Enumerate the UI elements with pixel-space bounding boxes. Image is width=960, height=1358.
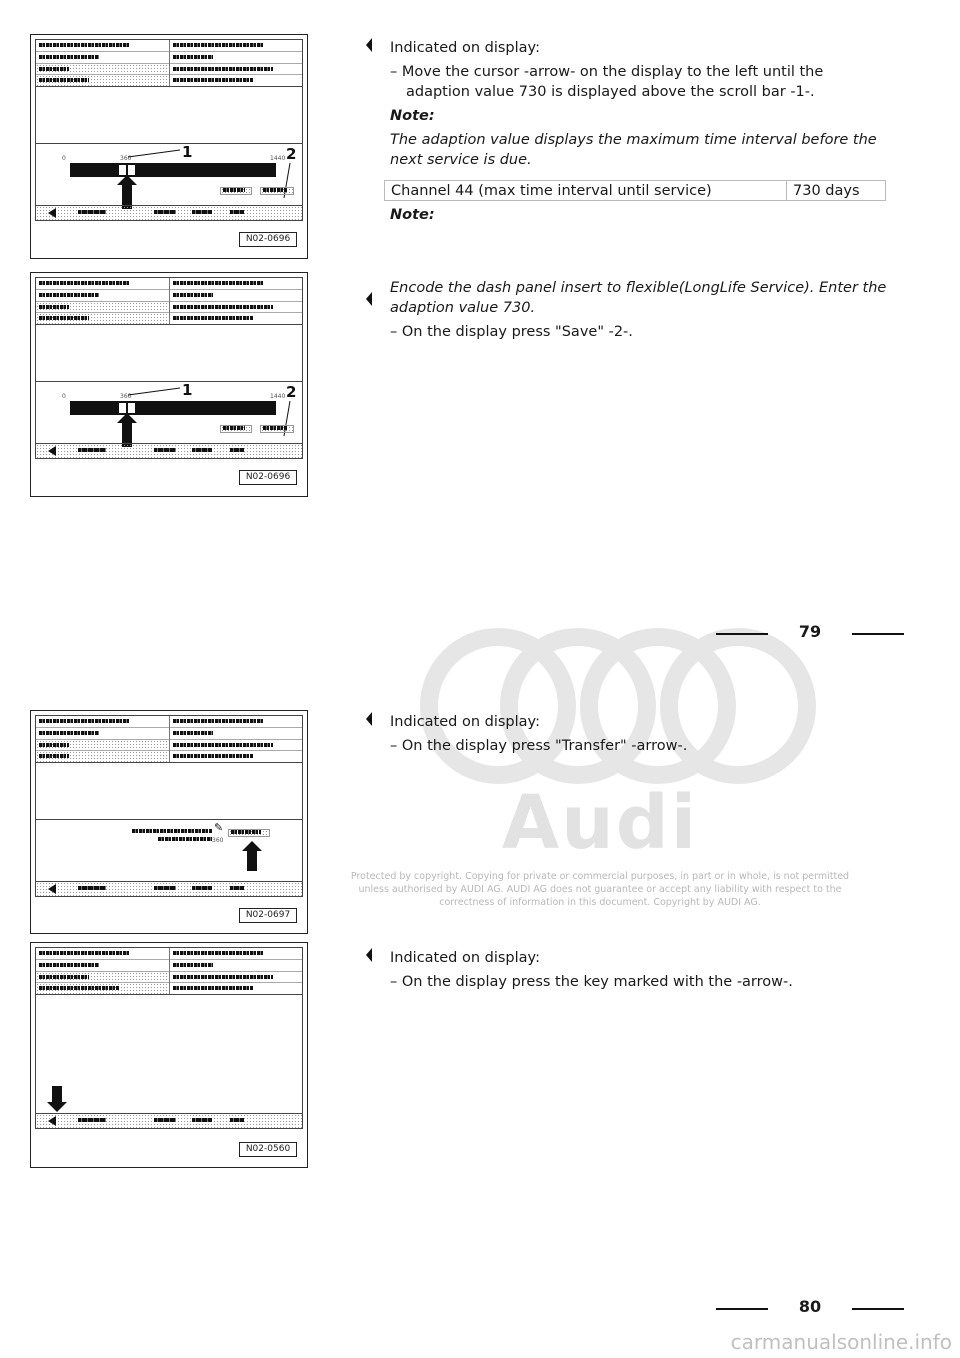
soft-key[interactable] — [154, 886, 176, 890]
up-arrow-icon — [247, 851, 257, 871]
display-header — [35, 715, 303, 763]
intro-text: Indicated on display: — [390, 950, 540, 966]
figure-transfer — [30, 710, 308, 934]
scale-cursor-label: 360 — [120, 393, 132, 400]
scale-min-label: 0 — [62, 393, 66, 400]
soft-key[interactable] — [192, 448, 212, 452]
pencil-icon: ✎ — [214, 821, 224, 834]
table-row — [385, 181, 886, 201]
display-info-area — [35, 993, 303, 1114]
page-number: 80 — [798, 1297, 822, 1316]
value-label — [132, 829, 212, 833]
soft-key[interactable] — [154, 448, 176, 452]
reference-arrow-icon — [366, 292, 372, 306]
soft-key-row — [35, 1113, 303, 1129]
reference-arrow-icon — [366, 38, 372, 52]
left-arrow-icon[interactable] — [48, 446, 56, 456]
reference-arrow-icon — [366, 712, 372, 726]
soft-key[interactable] — [192, 210, 212, 214]
save-key[interactable] — [260, 425, 294, 433]
page-number-rule — [716, 633, 768, 635]
display-header — [35, 277, 303, 325]
save-key[interactable] — [260, 187, 294, 195]
soft-key[interactable] — [230, 448, 244, 452]
intro-text: Indicated on display: — [390, 714, 540, 730]
soft-key[interactable] — [230, 1118, 244, 1122]
reference-arrow-icon — [366, 948, 372, 962]
display-value-area — [35, 819, 303, 882]
soft-key[interactable] — [78, 1118, 106, 1122]
step-text: – On the display press the key marked with the -arrow-. — [390, 974, 793, 990]
audi-watermark — [350, 620, 850, 920]
display-info-area — [35, 85, 303, 144]
figure-adaption-slider-2 — [30, 272, 308, 497]
callout-2: 2 — [286, 145, 297, 163]
soft-key[interactable] — [78, 210, 106, 214]
soft-key[interactable] — [78, 448, 106, 452]
display-slider-area — [35, 143, 303, 206]
soft-key[interactable] — [192, 1118, 212, 1122]
soft-key[interactable] — [154, 210, 176, 214]
scale-min-label: 0 — [62, 155, 66, 162]
instruction-block-2 — [390, 278, 890, 342]
transfer-key[interactable] — [228, 829, 270, 837]
callout-1: 1 — [182, 381, 193, 399]
scale-cursor-label: 360 — [120, 155, 132, 162]
value-cell: 730 days — [787, 181, 886, 201]
display-header — [35, 39, 303, 87]
figure-code: N02-0697 — [239, 908, 297, 923]
audi-wordmark: Audi — [501, 780, 699, 866]
soft-key[interactable] — [230, 886, 244, 890]
adaption-value: 360 — [212, 837, 224, 844]
channel-cell: Channel 44 (max time interval until service) — [385, 181, 787, 201]
figure-back-key — [30, 942, 308, 1168]
callout-2: 2 — [286, 383, 297, 401]
figure-code: N02-0560 — [239, 1142, 297, 1157]
soft-key[interactable] — [78, 886, 106, 890]
display-info-area — [35, 323, 303, 382]
page-number-rule — [852, 1308, 904, 1310]
display-info-area — [35, 761, 303, 820]
note-2 — [390, 205, 890, 225]
step-text: – On the display press "Transfer" -arrow-. — [390, 738, 688, 754]
left-arrow-icon[interactable] — [48, 208, 56, 218]
cancel-key[interactable] — [220, 187, 252, 195]
instruction-block-1 — [390, 38, 890, 170]
callout-leaders — [36, 381, 306, 443]
down-arrow-icon — [52, 1086, 62, 1102]
left-arrow-icon[interactable] — [48, 1116, 56, 1126]
step-text: – On the display press "Save" -2-. — [390, 324, 633, 340]
instruction-block-3 — [390, 712, 890, 756]
soft-key-row — [35, 443, 303, 459]
soft-key[interactable] — [230, 210, 244, 214]
adaption-table — [384, 180, 886, 201]
note-label: Note: — [390, 108, 435, 124]
scale-max-label: 1440 — [270, 155, 286, 162]
audi-rings-logo — [660, 628, 816, 784]
value-label — [158, 837, 212, 841]
display-slider-area — [35, 381, 303, 444]
instruction-block-4 — [390, 948, 890, 992]
figure-code: N02-0696 — [239, 470, 297, 485]
figure-adaption-slider-1 — [30, 34, 308, 259]
soft-key-row — [35, 205, 303, 221]
page-number: 79 — [798, 622, 822, 641]
soft-key[interactable] — [154, 1118, 176, 1122]
step-text: – Move the cursor -arrow- on the display to the left until the adaption value 730 is displayed above the scroll bar -1-. — [390, 64, 824, 100]
scale-max-label: 1440 — [270, 393, 286, 400]
note-text: The adaption value displays the maximum time interval before the next service is due. — [390, 132, 877, 168]
soft-key[interactable] — [192, 886, 212, 890]
intro-text: Indicated on display: — [390, 40, 540, 56]
soft-key-row — [35, 881, 303, 897]
page-number-rule — [852, 633, 904, 635]
note-label: Note: — [390, 207, 435, 223]
display-header — [35, 947, 303, 995]
cancel-key[interactable] — [220, 425, 252, 433]
figure-code: N02-0696 — [239, 232, 297, 247]
page-number-rule — [716, 1308, 768, 1310]
footer-watermark: carmanualsonline.info — [730, 1330, 952, 1354]
copyright-notice: Protected by copyright. Copying for private or commercial purposes, in part or in whole, is not permitted unless authorised by AUDI AG. AUDI AG does not guarantee or accept any liability with respect to the correctness of information in this document. Copyright by AUDI AG. — [350, 871, 850, 908]
left-arrow-icon[interactable] — [48, 884, 56, 894]
callout-leaders — [36, 143, 306, 205]
callout-1: 1 — [182, 143, 193, 161]
encode-text: Encode the dash panel insert to flexible(LongLife Service). Enter the adaption value 730. — [390, 280, 887, 316]
